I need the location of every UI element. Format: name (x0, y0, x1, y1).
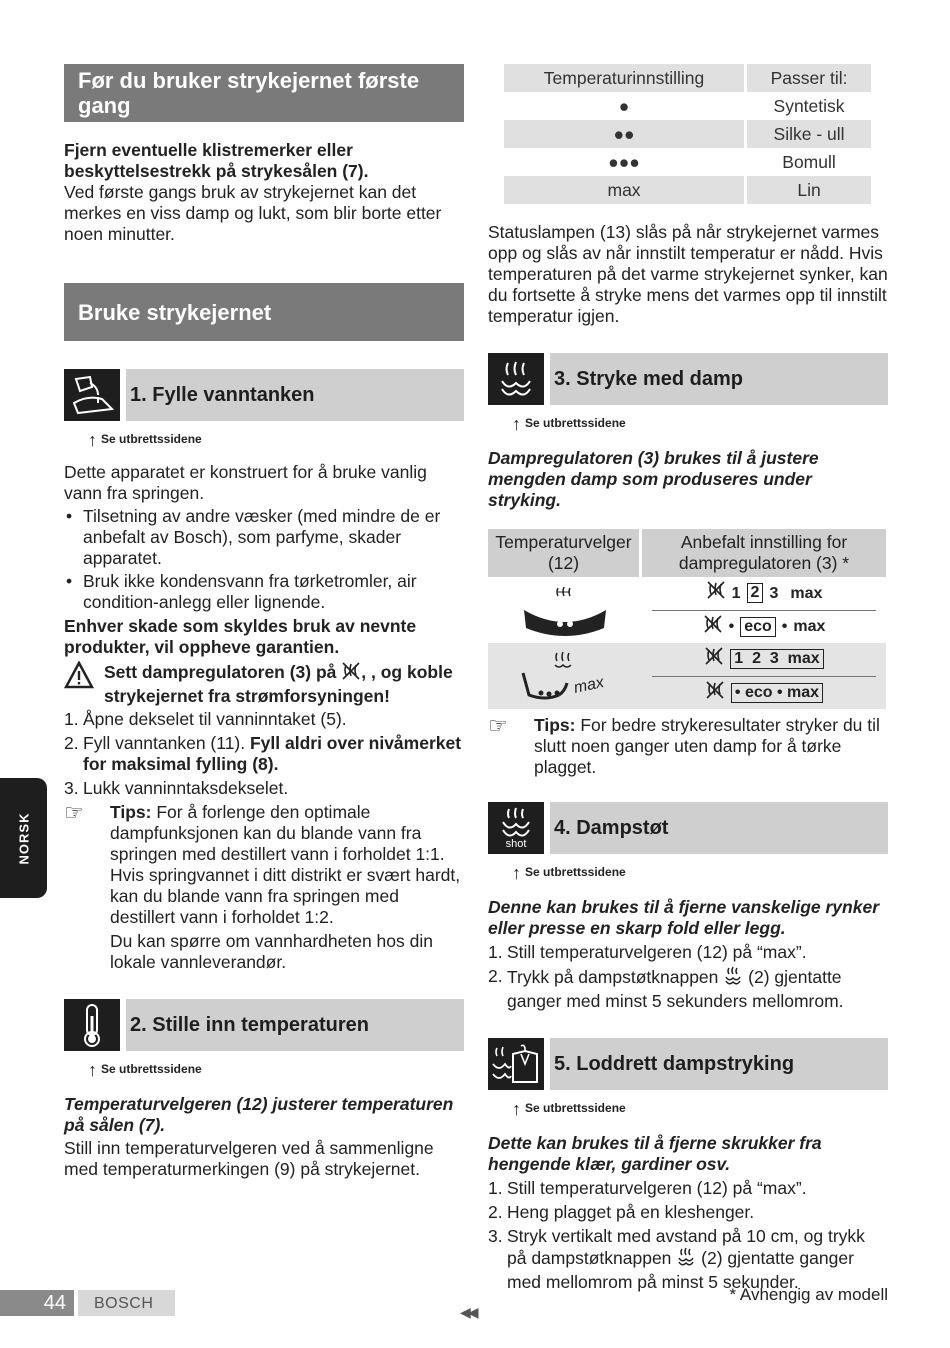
right-column (488, 222, 888, 1293)
see-ref-3-label: Se utbrettssidene (525, 416, 626, 430)
step-number: 1. (488, 942, 503, 962)
steam-option-row (652, 610, 876, 644)
table-row (504, 64, 871, 92)
table-cell: ● (504, 92, 746, 120)
step-text: Heng plagget på en kleshenger. (507, 1202, 755, 1222)
steam-burst-icon (723, 966, 743, 991)
shot-label: shot (505, 838, 527, 850)
first-use-title: Før du bruker strykejernet første gang (78, 68, 420, 118)
steam-burst-icon (676, 1247, 696, 1272)
s1-warning (64, 661, 464, 707)
vertical-steam-icon (488, 1038, 544, 1090)
s1-intro: Dette apparatet er konstruert for å bruke vanlig vann fra springen. (64, 462, 427, 503)
table-cell: ●●● (504, 148, 746, 176)
first-use-heading (64, 64, 464, 122)
section-3-bar (488, 353, 888, 405)
table-row (504, 176, 871, 204)
table-header: Passer til: (746, 64, 871, 92)
pointing-hand-icon: ☞ (64, 800, 84, 825)
temp-table-wrap (504, 64, 871, 204)
section-2-title: 2. Stille inn temperaturen (126, 999, 464, 1051)
step-number: 2. (488, 966, 503, 986)
see-ref-1 (64, 429, 464, 450)
steam-group-2-options (642, 643, 886, 709)
steam-table-header (488, 529, 886, 577)
option-selected: 1 2 3 max (730, 649, 823, 669)
table-cell: ●● (504, 120, 746, 148)
option-value: 1 (731, 584, 741, 602)
step-text: Stryk vertikalt med avstand på 10 cm, og trykk på dampstøtknappen (507, 1226, 865, 1268)
step-text: Trykk på dampstøtknappen (507, 967, 719, 987)
tip-label: Tips: (110, 802, 152, 822)
option-value: • (728, 618, 735, 636)
s3-bold: Dampregulatoren (3) brukes til å justere mengden damp som produseres under stryking. (488, 448, 819, 510)
step-text: Åpne dekselet til vanninntaket (5). (83, 709, 347, 729)
steam-icon (703, 614, 723, 640)
s4-steps (488, 942, 888, 1012)
pointing-hand-icon: ☞ (488, 713, 508, 738)
fold-out-arrow-icon: ↑ (88, 1059, 97, 1080)
section-1-title: 1. Fylle vanntanken (126, 369, 464, 421)
steam-shot-icon (488, 802, 544, 854)
steam-option-row (652, 577, 876, 610)
using-heading (64, 283, 464, 341)
option-value: • (781, 618, 788, 636)
table-cell: max (504, 176, 746, 204)
steam-group-1 (488, 577, 886, 643)
steam-icon (704, 646, 724, 672)
step-number: 1. (64, 709, 79, 729)
first-use-bold: Fjern eventuelle klistremerker eller beskyttelsestrekk på strykesålen (7). (64, 140, 369, 181)
option-value: max (793, 618, 826, 636)
section-1-bar (64, 369, 464, 421)
section-5-title: 5. Loddrett dampstryking (550, 1038, 888, 1090)
section-4-title: 4. Dampstøt (550, 802, 888, 854)
section-4-bar (488, 802, 888, 854)
table-row (504, 148, 871, 176)
list-item (488, 1226, 888, 1293)
s3-tip-para (534, 715, 888, 778)
option-value: 3 (769, 584, 779, 602)
water-fill-icon (64, 369, 120, 421)
s2-text: Still inn temperaturvelgeren ved å sammenligne med temperaturmerkingen (9) på strykejernet. (64, 1138, 434, 1179)
steam-option-row (652, 676, 876, 710)
step-number: 2. (64, 733, 79, 753)
s1-tip (64, 802, 464, 973)
step-number: 3. (64, 778, 79, 798)
table-header: Temperaturvelger (12) (488, 529, 642, 577)
step-text-bold: Fyll aldri over nivåmerket for maksimal fylling (8). (83, 733, 462, 774)
s1-damage: Enhver skade som skyldes bruk av nevnte produkter, vil oppheve garantien. (64, 616, 417, 657)
step-number: 1. (488, 1178, 503, 1198)
option-selected: 2 (747, 583, 764, 603)
see-ref-2 (64, 1059, 464, 1080)
step-text: Fyll vanntanken (11). (83, 733, 250, 753)
fold-out-arrow-icon: ↑ (512, 413, 521, 434)
first-use-text: Ved første gangs bruk av strykejernet kan det merkes en viss damp og lukt, som blir borte etter noen minutter. (64, 182, 442, 244)
see-ref-5 (488, 1098, 888, 1119)
dial-max-label: max (572, 673, 606, 697)
steam-icon (705, 680, 725, 706)
list-item (64, 709, 464, 730)
footnote: * Avhengig av modell (729, 1285, 888, 1304)
thermometer-icon (64, 999, 120, 1051)
using-title: Bruke strykejernet (78, 299, 272, 325)
steam-settings-table (488, 529, 886, 709)
brand-label: BOSCH (78, 1290, 175, 1316)
see-ref-4-label: Se utbrettssidene (525, 865, 626, 879)
section-2-bar (64, 999, 464, 1051)
step-text: (2) gjentatte ganger med minst 5 sekunders mellomrom. (507, 967, 844, 1011)
steam-icon (488, 353, 544, 405)
language-tab (0, 778, 47, 898)
s5-bold: Dette kan brukes til å fjerne skrukker fra hengende klær, gardiner osv. (488, 1133, 822, 1174)
step-number: 2. (488, 1202, 503, 1222)
section-3-title: 3. Stryke med damp (550, 353, 888, 405)
fold-out-arrow-icon: ↑ (512, 862, 521, 883)
fold-out-arrow-icon: ↑ (512, 1098, 521, 1119)
steam-icon (706, 580, 726, 606)
s2-bold: Temperaturvelgeren (12) justerer temperaturen på sålen (7). (64, 1094, 454, 1135)
list-item (64, 778, 464, 799)
table-cell: Silke - ull (746, 120, 871, 148)
list-item (488, 1178, 888, 1199)
warning-triangle-icon (64, 661, 96, 707)
temperature-dial-icon (488, 577, 642, 643)
tip-text: For å forlenge den optimale dampfunksjonen kan du blande vann fra springen med destillert vann i forholdet 1:1. Hvis springvannet i ditt distrikt er svært hardt, kan du blande vann fra springen med destillert vann i forholdet 1:2. (110, 802, 461, 927)
list-item (488, 966, 888, 1012)
list-item: • Bruk ikke kondensvann fra tørketromler, air condition-anlegg eller lignende. (64, 571, 464, 613)
option-value: max (790, 584, 823, 602)
step-text: Still temperaturvelgeren (12) på “max”. (507, 942, 807, 962)
temperature-dial-max-icon (488, 643, 642, 709)
step-text: Lukk vanninntaksdekselet. (83, 778, 289, 798)
see-ref-3 (488, 413, 888, 434)
s1-tip-para (110, 802, 464, 928)
no-steam-icon (341, 661, 361, 686)
fold-out-arrow-icon: ↑ (88, 429, 97, 450)
tip-text-2: Du kan spørre om vannhardheten hos din lokale vannleverandør. (110, 931, 433, 972)
section-5-bar (488, 1038, 888, 1090)
step-text: (2) gjentatte ganger med mellomrom på minst 5 sekunder. (507, 1248, 854, 1292)
list-item (488, 1202, 888, 1223)
status-text: Statuslampen (13) slås på når strykejernet varmes opp og slås av når innstilt temperatur er nådd. Hvis temperaturen på det varme strykejernet synker, kan du fortsette å stryke mens det varmes opp til innstilt temperatur igjen. (488, 222, 888, 326)
tip-label: Tips: (534, 715, 576, 735)
s1-warning-a: Sett dampregulatoren (3) på (104, 662, 337, 682)
see-ref-2-label: Se utbrettssidene (101, 1062, 202, 1076)
option-selected: eco (740, 617, 776, 637)
see-ref-5-label: Se utbrettssidene (525, 1101, 626, 1115)
s1-warning-b: , , og koble strykejernet fra strømforsyningen! (104, 662, 453, 706)
list-item: • Tilsetning av andre væsker (med mindre de er anbefalt av Bosch), som parfyme, skader apparatet. (64, 506, 464, 569)
list-item (64, 733, 464, 775)
s1-tip-body (110, 802, 464, 973)
tip-text: For bedre strykeresultater stryker du til slutt noen ganger uten damp for å tørke plagget. (534, 715, 880, 777)
table-row (504, 120, 871, 148)
s1-steps (64, 709, 464, 799)
see-ref-1-label: Se utbrettssidene (101, 432, 202, 446)
table-cell: Bomull (746, 148, 871, 176)
s4-bold: Denne kan brukes til å fjerne vanskelige rynker eller presse en skarp fold eller legg. (488, 897, 880, 938)
steam-group-1-options (642, 577, 886, 643)
steam-group-2 (488, 643, 886, 709)
see-ref-4 (488, 862, 888, 883)
temperature-table (504, 64, 871, 204)
list-item (488, 942, 888, 963)
page-number: 44 (0, 1290, 74, 1316)
step-text: Still temperaturvelgeren (12) på “max”. (507, 1178, 807, 1198)
language-tab-label: NORSK (16, 812, 32, 864)
table-cell: Syntetisk (746, 92, 871, 120)
left-column (64, 64, 464, 1180)
step-number: 3. (488, 1226, 503, 1246)
table-header: Anbefalt innstilling for dampregulatoren (3) * (678, 532, 850, 573)
s5-steps (488, 1178, 888, 1293)
s1-warning-text (104, 661, 464, 707)
steam-option-row (652, 643, 876, 676)
option-selected: • eco • max (731, 683, 823, 703)
table-row (504, 92, 871, 120)
table-header: Temperaturinnstilling (504, 64, 746, 92)
back-arrows-icon: ◀◀ (460, 1304, 476, 1320)
s3-tip (488, 715, 888, 778)
s1-bullets (64, 506, 464, 613)
table-cell: Lin (746, 176, 871, 204)
